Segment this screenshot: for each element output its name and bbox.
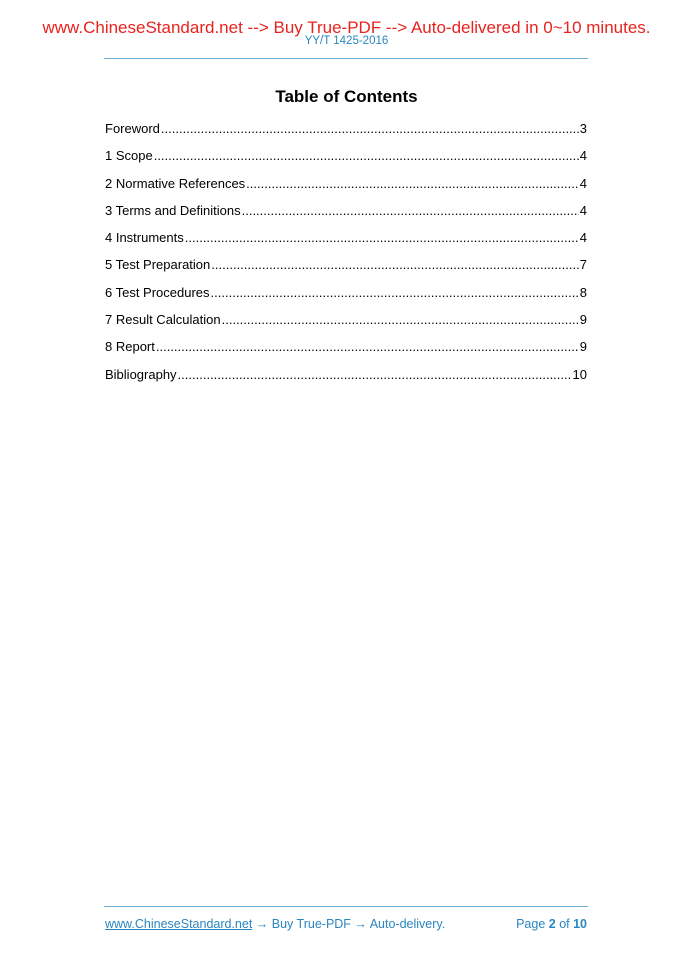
toc-dot-leader [211, 256, 578, 274]
footer-divider [104, 906, 588, 907]
toc-entry-page: 10 [572, 366, 587, 382]
document-code: YY/T 1425-2016 [304, 35, 389, 47]
toc-entry-page: 4 [579, 230, 587, 246]
toc-dot-leader [242, 202, 579, 220]
toc-entry-normative-references[interactable] [105, 175, 587, 202]
toc-entry-label: 3 Terms and Definitions [105, 202, 241, 218]
toc-entry-label: 6 Test Procedures [105, 284, 210, 300]
toc-dot-leader [154, 147, 579, 165]
toc-dot-leader [222, 311, 579, 329]
toc-entry-terms-definitions[interactable] [105, 202, 587, 229]
toc-entry-page: 3 [579, 121, 587, 136]
footer-promo [105, 916, 445, 932]
footer-site-link[interactable]: www.ChineseStandard.net [105, 917, 253, 931]
toc-list [105, 120, 587, 393]
toc-entry-test-preparation[interactable] [105, 256, 587, 283]
page-footer [105, 916, 587, 932]
toc-entry-label: 1 Scope [105, 148, 153, 164]
toc-entry-page: 4 [579, 148, 587, 164]
toc-entry-page: 9 [579, 339, 587, 355]
promo-banner[interactable]: www.ChineseStandard.net --> Buy True-PDF --> Auto-delivered in 0~10 minutes. [42, 18, 651, 37]
toc-entry-result-calculation[interactable] [105, 311, 587, 338]
page-of: of [555, 917, 574, 931]
page-total: 10 [573, 917, 587, 931]
toc-entry-foreword[interactable] [105, 120, 587, 147]
toc-dot-leader [185, 229, 579, 247]
toc-entry-instruments[interactable] [105, 229, 587, 256]
toc-entry-page: 4 [579, 202, 587, 218]
header-divider [104, 58, 588, 59]
page-prefix: Page [516, 917, 549, 931]
page-indicator [516, 916, 587, 932]
toc-entry-page: 4 [579, 175, 587, 191]
toc-entry-page: 7 [579, 257, 587, 273]
toc-entry-label: 8 Report [105, 339, 155, 355]
toc-title: Table of Contents [275, 87, 418, 106]
toc-entry-bibliography[interactable] [105, 366, 587, 393]
page-current: 2 [548, 917, 556, 931]
toc-dot-leader [156, 338, 579, 356]
toc-dot-leader [246, 175, 579, 193]
toc-entry-page: 8 [579, 284, 587, 300]
toc-entry-label: 4 Instruments [105, 230, 184, 246]
toc-entry-label: 7 Result Calculation [105, 312, 221, 328]
toc-entry-test-procedures[interactable] [105, 284, 587, 311]
toc-entry-label: Bibliography [105, 366, 177, 382]
toc-entry-report[interactable] [105, 338, 587, 365]
footer-tagline: → Buy True-PDF → Auto-delivery. [252, 917, 446, 931]
toc-dot-leader [178, 366, 572, 384]
toc-dot-leader [211, 284, 579, 302]
toc-entry-label: Foreword [105, 121, 160, 136]
toc-entry-scope[interactable] [105, 147, 587, 174]
toc-entry-label: 2 Normative References [105, 175, 246, 191]
toc-entry-label: 5 Test Preparation [105, 257, 211, 273]
toc-entry-page: 9 [579, 312, 587, 328]
toc-dot-leader [161, 120, 579, 138]
